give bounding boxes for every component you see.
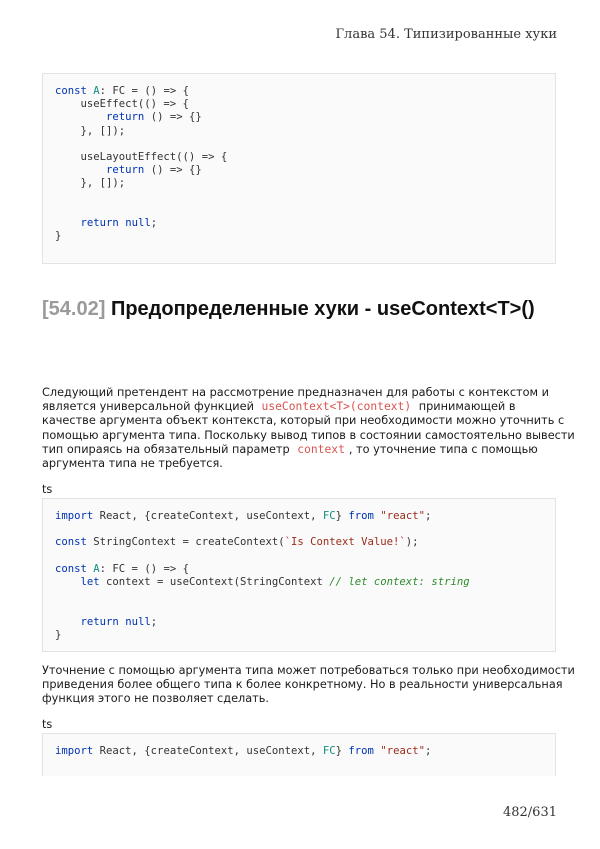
code-line-blank (55, 589, 555, 602)
code-text: () => {} (144, 164, 202, 177)
inline-code: context (297, 442, 345, 456)
code-line (55, 576, 555, 589)
code-type: FC (322, 510, 336, 522)
code-text: : FC = () => { (99, 85, 189, 97)
paragraph-line: приведения более общего типа к более конкретному. Но в реальности универсальная (42, 678, 563, 692)
paragraph-line (42, 400, 562, 414)
code-text: ; (150, 615, 158, 628)
code-line-blank (55, 191, 555, 204)
code-type: A (93, 562, 100, 575)
code-keyword: import (55, 745, 94, 757)
code-line-blank (55, 523, 555, 536)
code-keyword: null (125, 216, 151, 229)
code-line (55, 563, 555, 576)
code-text: React, {createContext, useContext, (93, 510, 323, 522)
text-run: является универсальной функцией (42, 400, 254, 414)
code-keyword: null (125, 615, 151, 628)
paragraph-line: аргумента типа не требуется. (42, 457, 223, 471)
code-indent (55, 111, 106, 123)
code-text: StringContext = createContext( (86, 536, 285, 549)
running-header: Глава 54. Типизированные хуки (335, 27, 557, 42)
paragraph-line: Уточнение с помощью аргумента типа может потребоваться только при необходимости (42, 664, 575, 677)
code-line (55, 510, 555, 523)
paragraph-intro (42, 386, 575, 471)
code-comment: // let context: string (329, 575, 470, 588)
code-keyword: const (55, 85, 87, 97)
code-keyword: import (55, 510, 94, 522)
code-text: ; (424, 510, 432, 522)
code-line-blank (55, 138, 555, 151)
code-indent (55, 164, 106, 176)
code-language-label: ts (42, 718, 53, 731)
code-language-label: ts (42, 483, 53, 496)
code-keyword: return (106, 111, 145, 124)
code-line: } (55, 230, 62, 243)
text-run: , то уточнение типа с помощью (348, 442, 538, 456)
section-heading (42, 298, 535, 321)
page-number: 482/631 (502, 805, 557, 820)
paragraph-line: качестве аргумента объект контекста, который при необходимости можно уточнить с (42, 414, 565, 428)
section-title-text: Предопределенные хуки - useContext<T>() (110, 298, 535, 320)
code-string: "react" (380, 745, 425, 757)
code-text: context = useContext(StringContext (99, 575, 330, 588)
code-line: useEffect(() => { (55, 98, 189, 111)
code-keyword: return (80, 615, 119, 628)
code-indent (55, 576, 81, 588)
code-line: }, []); (55, 124, 126, 137)
code-keyword: from (348, 745, 374, 757)
code-line (55, 217, 555, 230)
code-indent (55, 616, 81, 628)
code-type: FC (322, 745, 336, 757)
code-string: "react" (380, 510, 425, 522)
code-line (55, 745, 555, 758)
code-line: }, []); (55, 177, 126, 190)
code-text: ; (424, 745, 432, 757)
inline-code: useContext<T>(context) (261, 400, 412, 414)
code-text: : FC = () => { (99, 562, 189, 575)
code-line (55, 616, 555, 629)
code-keyword: const (55, 536, 87, 549)
paragraph-line: функция этого не позволяет сделать. (42, 692, 269, 706)
code-line: useLayoutEffect(() => { (55, 150, 228, 163)
code-text: ); (405, 536, 419, 549)
code-line-blank (55, 602, 555, 615)
code-keyword: let (80, 575, 100, 588)
code-type: A (93, 85, 100, 97)
code-text: ; (150, 216, 158, 229)
code-text: } (335, 510, 349, 522)
code-block-effects (42, 73, 556, 264)
paragraph-line (42, 443, 562, 457)
code-line (55, 111, 555, 124)
code-block-import (42, 733, 556, 776)
code-text: React, {createContext, useContext, (93, 745, 323, 757)
code-keyword: return (80, 216, 119, 229)
code-line (55, 536, 555, 549)
code-line: } (55, 628, 62, 641)
text-run: принимающей в (418, 400, 516, 414)
paragraph-refinement (42, 664, 575, 707)
section-number: [54.02] (42, 298, 106, 320)
text-run: тип опираясь на обязательный параметр (42, 442, 290, 456)
paragraph-line: Следующий претендент на рассмотрение предназначен для работы с контекстом и (42, 386, 550, 399)
code-line-blank (55, 204, 555, 217)
code-string: `Is Context Value!` (284, 536, 406, 549)
code-keyword: const (55, 562, 87, 575)
code-line (55, 164, 555, 177)
code-keyword: return (106, 164, 145, 177)
code-block-usecontext (42, 498, 556, 652)
code-line (55, 85, 555, 98)
code-keyword: from (348, 510, 374, 522)
paragraph-line: помощью аргумента типа. Поскольку вывод типов в состоянии самостоятельно вывести (42, 428, 575, 442)
code-text: } (335, 745, 349, 757)
code-text: () => {} (144, 111, 202, 124)
code-indent (55, 217, 81, 229)
code-line-blank (55, 550, 555, 563)
